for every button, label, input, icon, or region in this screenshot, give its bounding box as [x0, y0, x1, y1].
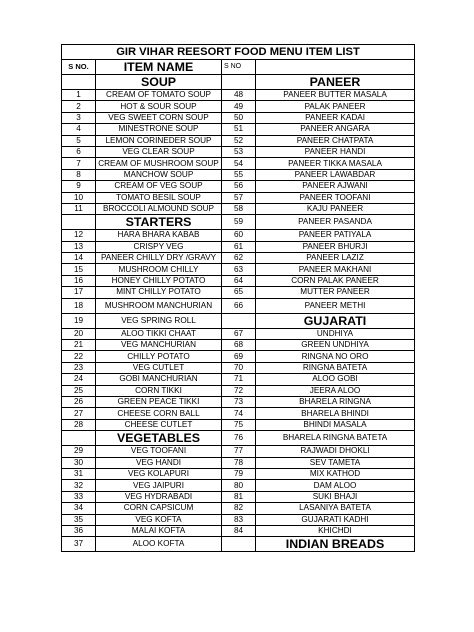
- sno-right-cell: 70: [222, 362, 256, 373]
- item-right-cell: PANEER HANDI: [256, 146, 415, 157]
- sno-right-cell: 57: [222, 192, 256, 203]
- menu-row: [62, 298, 415, 313]
- menu-row: [62, 158, 415, 169]
- item-left-cell: CHEESE CUTLET: [96, 419, 222, 430]
- item-left-cell: HOT & SOUR SOUP: [96, 101, 222, 112]
- item-right-cell: PALAK PANEER: [256, 101, 415, 112]
- item-right-cell: MIX KATHOD: [256, 468, 415, 479]
- sno-left-cell: 32: [62, 480, 96, 491]
- sno-left-cell: 20: [62, 328, 96, 339]
- item-right-cell: PANEER BUTTER MASALA: [256, 90, 415, 101]
- sno-left-cell: 5: [62, 135, 96, 146]
- menu-row: [62, 419, 415, 430]
- item-right-cell: PANEER TIKKA MASALA: [256, 158, 415, 169]
- sno-left-cell: 18: [62, 298, 96, 313]
- item-left-cell: CREAM OF MUSHROOM SOUP: [96, 158, 222, 169]
- item-right-cell: RAJWADI DHOKLI: [256, 446, 415, 457]
- sno-right-cell: 68: [222, 340, 256, 351]
- item-right-cell: RINGNA NO ORO: [256, 351, 415, 362]
- menu-row: [62, 230, 415, 241]
- item-right-cell: PANEER TOOFANI: [256, 192, 415, 203]
- item-left-cell: CREAM OF TOMATO SOUP: [96, 90, 222, 101]
- menu-row: [62, 90, 415, 101]
- menu-row: [62, 75, 415, 90]
- sno-right-cell: 77: [222, 446, 256, 457]
- item-right-cell: PANEER MAKHANI: [256, 264, 415, 275]
- item-left-cell: VEG KOLAPURI: [96, 468, 222, 479]
- item-right-cell: KHICHDI: [256, 525, 415, 536]
- sno-right-cell: 52: [222, 135, 256, 146]
- item-left-cell: MINESTRONE SOUP: [96, 124, 222, 135]
- sno-left-cell: 23: [62, 362, 96, 373]
- item-right-cell: ALOO GOBI: [256, 374, 415, 385]
- item-left-cell: VEG CUTLET: [96, 362, 222, 373]
- sno-left-cell: 37: [62, 537, 96, 552]
- header-row: [62, 60, 415, 75]
- item-left-cell: CREAM OF VEG SOUP: [96, 181, 222, 192]
- sno-right-cell: 63: [222, 264, 256, 275]
- item-right-cell: SUKI BHAJI: [256, 491, 415, 502]
- item-left-cell: MUSHROOM CHILLY: [96, 264, 222, 275]
- menu-row: [62, 275, 415, 286]
- item-name-header: ITEM NAME: [96, 60, 222, 75]
- menu-row: [62, 313, 415, 328]
- sno-right-cell: 80: [222, 480, 256, 491]
- menu-row: [62, 101, 415, 112]
- sno-right-cell: [222, 75, 256, 90]
- menu-row: [62, 503, 415, 514]
- sno-left-cell: 21: [62, 340, 96, 351]
- sno-left-cell: 19: [62, 313, 96, 328]
- sno-left-cell: 26: [62, 396, 96, 407]
- item-right-cell: UNDHIYA: [256, 328, 415, 339]
- item-left-cell: CORN TIKKI: [96, 385, 222, 396]
- sno-left-cell: 14: [62, 253, 96, 264]
- sno-right-cell: 55: [222, 169, 256, 180]
- menu-row: [62, 340, 415, 351]
- item-left-cell: BROCCOLI ALMOUND SOUP: [96, 203, 222, 214]
- sno-left-cell: 25: [62, 385, 96, 396]
- menu-row: [62, 124, 415, 135]
- menu-row: [62, 241, 415, 252]
- sno-right-cell: 66: [222, 298, 256, 313]
- item-right-cell: GREEN UNDHIYA: [256, 340, 415, 351]
- sno-left-cell: 1: [62, 90, 96, 101]
- sno-left-cell: 16: [62, 275, 96, 286]
- section-heading: GUJARATI: [256, 313, 415, 328]
- menu-row: [62, 181, 415, 192]
- sno-right-cell: 59: [222, 215, 256, 230]
- sno-right-cell: 50: [222, 112, 256, 123]
- sno-left-cell: 7: [62, 158, 96, 169]
- item-left-cell: CRISPY VEG: [96, 241, 222, 252]
- sno-right-cell: 71: [222, 374, 256, 385]
- item-right-cell: BHARELA RINGNA: [256, 396, 415, 407]
- sno-right-cell: 76: [222, 431, 256, 446]
- item-left-cell: VEG MANCHURIAN: [96, 340, 222, 351]
- sno-left-header: S NO.: [62, 60, 96, 75]
- sno-right-cell: [222, 313, 256, 328]
- item-right-cell: PANEER ANGARA: [256, 124, 415, 135]
- sno-right-cell: 73: [222, 396, 256, 407]
- item-left-cell: GREEN PEACE TIKKI: [96, 396, 222, 407]
- sno-left-cell: 34: [62, 503, 96, 514]
- sno-left-cell: 22: [62, 351, 96, 362]
- section-heading: VEGETABLES: [96, 431, 222, 446]
- sno-left-cell: [62, 431, 96, 446]
- item-right-cell: PANEER LAZIZ: [256, 253, 415, 264]
- menu-row: [62, 468, 415, 479]
- sno-left-cell: 15: [62, 264, 96, 275]
- sno-right-cell: 49: [222, 101, 256, 112]
- menu-row: [62, 203, 415, 214]
- sno-left-cell: 24: [62, 374, 96, 385]
- item-right-cell: BHARELA BHINDI: [256, 408, 415, 419]
- section-heading: SOUP: [96, 75, 222, 90]
- item-right-cell: MUTTER PANEER: [256, 287, 415, 298]
- item-left-cell: CORN CAPSICUM: [96, 503, 222, 514]
- item-right-cell: PANEER PATIYALA: [256, 230, 415, 241]
- item-right-cell: PANEER PASANDA: [256, 215, 415, 230]
- item-right-cell: CORN PALAK PANEER: [256, 275, 415, 286]
- sno-right-cell: 75: [222, 419, 256, 430]
- menu-row: [62, 169, 415, 180]
- item-left-cell: MINT CHILLY POTATO: [96, 287, 222, 298]
- sno-right-cell: 84: [222, 525, 256, 536]
- menu-row: [62, 385, 415, 396]
- menu-row: [62, 215, 415, 230]
- sno-left-cell: 33: [62, 491, 96, 502]
- sno-left-cell: 13: [62, 241, 96, 252]
- sno-right-cell: 83: [222, 514, 256, 525]
- sno-right-cell: 79: [222, 468, 256, 479]
- sno-right-cell: 78: [222, 457, 256, 468]
- menu-row: [62, 396, 415, 407]
- item-left-cell: MUSHROOM MANCHURIAN: [96, 298, 222, 313]
- sno-left-cell: 36: [62, 525, 96, 536]
- menu-row: [62, 135, 415, 146]
- menu-title: GIR VIHAR REESORT FOOD MENU ITEM LIST: [62, 45, 415, 60]
- item-right-cell: PANEER BHURJI: [256, 241, 415, 252]
- item-right-cell: RINGNA BATETA: [256, 362, 415, 373]
- sno-right-cell: 65: [222, 287, 256, 298]
- menu-row: [62, 537, 415, 552]
- item-right-cell: LASANIYA BATETA: [256, 503, 415, 514]
- menu-row: [62, 480, 415, 491]
- sno-right-cell: [222, 537, 256, 552]
- section-heading: PANEER: [256, 75, 415, 90]
- item-left-cell: MALAI KOFTA: [96, 525, 222, 536]
- sno-left-cell: 17: [62, 287, 96, 298]
- item-left-cell: VEG HANDI: [96, 457, 222, 468]
- sno-right-cell: 74: [222, 408, 256, 419]
- item-right-cell: PANEER CHATPATA: [256, 135, 415, 146]
- item-right-cell: PANEER KADAI: [256, 112, 415, 123]
- sno-left-cell: [62, 75, 96, 90]
- section-heading: STARTERS: [96, 215, 222, 230]
- sno-right-cell: 69: [222, 351, 256, 362]
- item-left-cell: PANEER CHILLY DRY /GRAVY: [96, 253, 222, 264]
- item-right-cell: BHINDI MASALA: [256, 419, 415, 430]
- item-left-cell: HONEY CHILLY POTATO: [96, 275, 222, 286]
- sno-left-cell: 11: [62, 203, 96, 214]
- item-left-cell: CHILLY POTATO: [96, 351, 222, 362]
- menu-row: [62, 192, 415, 203]
- menu-row: [62, 408, 415, 419]
- item-left-cell: ALOO KOFTA: [96, 537, 222, 552]
- sno-right-cell: 72: [222, 385, 256, 396]
- menu-row: [62, 287, 415, 298]
- sno-left-cell: 9: [62, 181, 96, 192]
- item-right-cell: DAM ALOO: [256, 480, 415, 491]
- sno-right-cell: 64: [222, 275, 256, 286]
- sno-left-cell: 31: [62, 468, 96, 479]
- menu-row: [62, 146, 415, 157]
- sno-right-cell: 48: [222, 90, 256, 101]
- menu-row: [62, 253, 415, 264]
- sno-right-cell: 51: [222, 124, 256, 135]
- sno-right-header: S NO: [222, 60, 256, 75]
- sno-right-cell: 81: [222, 491, 256, 502]
- menu-row: [62, 446, 415, 457]
- sno-left-cell: 4: [62, 124, 96, 135]
- item-right-cell: JEERA ALOO: [256, 385, 415, 396]
- item-right-cell: PANEER AJWANI: [256, 181, 415, 192]
- sno-left-cell: 8: [62, 169, 96, 180]
- item-left-cell: VEG TOOFANI: [96, 446, 222, 457]
- menu-row: [62, 491, 415, 502]
- blank-header: [256, 60, 415, 75]
- menu-row: [62, 112, 415, 123]
- sno-left-cell: 28: [62, 419, 96, 430]
- sno-left-cell: 2: [62, 101, 96, 112]
- menu-row: [62, 362, 415, 373]
- sno-left-cell: 10: [62, 192, 96, 203]
- item-left-cell: MANCHOW SOUP: [96, 169, 222, 180]
- item-left-cell: VEG JAIPURI: [96, 480, 222, 491]
- item-right-cell: BHARELA RINGNA BATETA: [256, 431, 415, 446]
- sno-right-cell: 67: [222, 328, 256, 339]
- item-left-cell: TOMATO BESIL SOUP: [96, 192, 222, 203]
- item-left-cell: GOBI MANCHURIAN: [96, 374, 222, 385]
- item-left-cell: ALOO TIKKI CHAAT: [96, 328, 222, 339]
- item-left-cell: LEMON CORINEDER SOUP: [96, 135, 222, 146]
- item-left-cell: VEG CLEAR SOUP: [96, 146, 222, 157]
- sno-right-cell: 61: [222, 241, 256, 252]
- sno-right-cell: 60: [222, 230, 256, 241]
- menu-row: [62, 328, 415, 339]
- item-left-cell: VEG SPRING ROLL: [96, 313, 222, 328]
- food-menu-table: [61, 44, 415, 552]
- item-right-cell: SEV TAMETA: [256, 457, 415, 468]
- sno-right-cell: 53: [222, 146, 256, 157]
- sno-left-cell: 29: [62, 446, 96, 457]
- item-left-cell: CHEESE CORN BALL: [96, 408, 222, 419]
- item-right-cell: PANEER METHI: [256, 298, 415, 313]
- menu-row: [62, 374, 415, 385]
- item-left-cell: HARA BHARA KABAB: [96, 230, 222, 241]
- menu-row: [62, 525, 415, 536]
- sno-left-cell: 6: [62, 146, 96, 157]
- sno-left-cell: 27: [62, 408, 96, 419]
- menu-row: [62, 431, 415, 446]
- sno-left-cell: 3: [62, 112, 96, 123]
- title-row: [62, 45, 415, 60]
- sno-right-cell: 58: [222, 203, 256, 214]
- menu-row: [62, 351, 415, 362]
- item-right-cell: GUJARATI KADHI: [256, 514, 415, 525]
- menu-row: [62, 264, 415, 275]
- item-right-cell: KAJU PANEER: [256, 203, 415, 214]
- sno-left-cell: 30: [62, 457, 96, 468]
- section-heading: INDIAN BREADS: [256, 537, 415, 552]
- sno-right-cell: 54: [222, 158, 256, 169]
- item-right-cell: PANEER LAWABDAR: [256, 169, 415, 180]
- item-left-cell: VEG KOFTA: [96, 514, 222, 525]
- item-left-cell: VEG HYDRABADI: [96, 491, 222, 502]
- sno-left-cell: 35: [62, 514, 96, 525]
- menu-row: [62, 514, 415, 525]
- sno-right-cell: 56: [222, 181, 256, 192]
- sno-right-cell: 82: [222, 503, 256, 514]
- menu-row: [62, 457, 415, 468]
- sno-left-cell: [62, 215, 96, 230]
- sno-right-cell: 62: [222, 253, 256, 264]
- item-left-cell: VEG SWEET CORN SOUP: [96, 112, 222, 123]
- sno-left-cell: 12: [62, 230, 96, 241]
